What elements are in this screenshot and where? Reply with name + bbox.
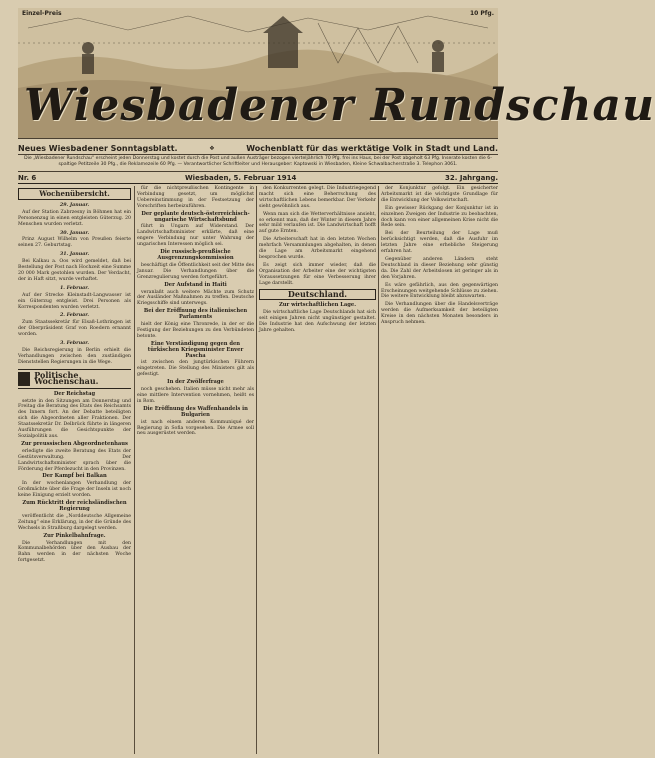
- article-heading: Der Aufstand in Haiti: [164, 281, 227, 288]
- article-text: Gegenüber anderen Ländern steht Deutschland in dieser Beziehung sehr günstig da. Die Zahl der Arbeitslosen ist geringer als in den Vorjahren.: [381, 256, 498, 280]
- column-1: [18, 186, 131, 754]
- article-text: setzte in den Sitzungen am Donnerstag und Freitag die Beratung des Etats des Reichsamts des Innern fort. An der Debatte beteiligten sich die Abgeordneten aller Fraktionen. Der Staatssekretär Dr. Delbrück führte in längeren Ausführungen die Gesichtspunkte der Sozialpolitik aus.: [18, 398, 131, 439]
- article-text: erledigte die zweite Beratung des Etats der Gestütsverwaltung. Der Landwirtschaftsminister sprach über die Förderung der Pferdezucht in den Provinzen.: [18, 448, 131, 472]
- column-4: [381, 186, 498, 754]
- article-text: ist zwischen den jungtürkischen Führern eingetreten. Die Stellung des Ministers gilt als gefestigt.: [137, 360, 254, 378]
- newspaper-title: Wiesbadener Rundschau: [24, 80, 655, 131]
- article-text: veranlaßt auch weitere Mächte zum Schutz der Ausländer Maßnahmen zu treffen. Deutsche Kriegsschiffe sind unterwegs.: [137, 289, 254, 307]
- week-entry: 3. Februar. Die Reichsregierung in Berlin erhielt die Verhandlungen zwischen den zuständigen Dienststellen Regierungen in die Wege.: [18, 340, 131, 365]
- week-entry: 1. Februar. Auf der Strecke Kleinstadt-Langwasser ist ein Güterzug entgleist. Drei Personen als Korrespondenten wurden verletzt.: [18, 284, 131, 310]
- article-text: den Konkurrenten gelegt. Die Industriegegend macht sich eine Beherrschung des wirtschaftlichen Lebens bemerkbar. Der Verkehr sieht gewöhnlich aus.: [259, 186, 376, 209]
- article-heading: Bei der Eröffnung des italienischen Parlaments: [143, 308, 248, 321]
- article-heading: Die Eröffnung des Waffenhandels in Bulgarien: [143, 405, 248, 418]
- subtitle-line: [18, 142, 498, 155]
- article-heading: Zur wirtschaftlichen Lage.: [279, 302, 356, 309]
- article-heading: In der Zwölferfrage: [167, 379, 224, 386]
- article-text: Ein gewisser Rückgang der Konjunktur ist in einzelnen Zweigen der Industrie zu beobachten, doch kann von einer allgemeinen Krise nicht die Rede sein.: [381, 205, 498, 229]
- article-text: Die wirtschaftliche Lage Deutschlands hat sich seit einigen Jahren nicht ungünstiger gestaltet. Die Industrie hat den Aufschwung der letzten Jahre gehalten.: [259, 310, 376, 334]
- article-text: der Konjunktur gefolgt. Ein gesicherter Arbeitsmarkt ist die wichtigste Grundlage für die Entwicklung der Volkswirtschaft.: [381, 186, 498, 203]
- week-entry: 30. Januar. Prinz August Wilhelm von Preußen feierte seinen 27. Geburtstag.: [18, 229, 131, 249]
- column-rule: [256, 186, 257, 754]
- article-text: hielt der König eine Thronrede, in der er die Festigung der Beziehungen zu den Verbündeten betonte.: [137, 322, 254, 339]
- article-text: Bei der Beurteilung der Lage muß berücksichtigt werden, daß die Ausfuhr im letzten Jahre eine erhebliche Steigerung erfahren hat.: [381, 231, 498, 255]
- week-summary-heading: Wochenübersicht.: [18, 188, 131, 200]
- article-text: In der wochenlangen Verhandlung der Großmächte über die Frage der Inseln ist noch keine Einigung erzielt worden.: [18, 481, 131, 499]
- column-rule: [134, 186, 135, 754]
- article-text: veröffentlicht die „Norddeutsche Allgemeine Zeitung“ eine Erklärung, in der die Gründe des Wechsels in Straßburg dargelegt werden.: [18, 513, 131, 531]
- issue-year: 32. Jahrgang.: [445, 173, 498, 182]
- article-heading: Zum Rücktritt der reichsländischen Regierung: [22, 500, 127, 512]
- article-text: führt in Ungarn auf Widerstand. Der Landwirtschaftsminister erklärte, daß eine engere Verbindung nur unter Wahrung der ungarischen Interessen möglich sei.: [137, 224, 254, 248]
- subtitle-left: Neues Wiesbadener Sonntagsblatt.: [18, 143, 178, 153]
- article-text: Es wäre gefährlich, aus den gegenwärtigen Erscheinungen weitgehende Schlüsse zu ziehen. Die weitere Entwicklung bleibt abzuwarten.: [381, 282, 498, 300]
- section-block-icon: [18, 372, 30, 386]
- article-heading: Die russisch-preußische Ausgrenzungskommission: [157, 249, 234, 261]
- week-entry: 29. Januar. Auf der Station Zabrzesny in Böhmen hat ein Personenzug in einen entgleisten Güterzug. 20 Menschen wurden verletzt.: [18, 201, 131, 227]
- article-heading: Der geplante deutsch-österreichisch-ungarische Wirtschaftsbund: [141, 210, 250, 223]
- article-heading: Eine Verständigung gegen den türkischen Kriegsminister Enver Pascha: [147, 340, 244, 359]
- politics-section-heading: Politische Wochenschau.: [18, 369, 131, 389]
- publication-notice: Die „Wiesbadener Rundschau“ erscheint jeden Donnerstag und kostet durch die Post und außen Austräger bezogen vierteljährlich 70 Pfg. frei ins Haus, bei der Post abgeholt 63 Pfg. Inserate kosten die 6-spaltige Petitzeile 30 Pfg., die Reklamezeile 60 Pfg. — Verantwortlicher Schriftleiter und Herausgeber: Kaptowski in Wiesbaden, Kleine Schwalbacherstraße 3. Telephon 3061.: [18, 156, 498, 172]
- masthead-price-label: Einzel-Preis: [22, 10, 62, 17]
- article-text: noch geschehen. Italien müsse nicht mehr als eine mittlere Intervention vornehmen, heißt es in Rom.: [137, 387, 254, 404]
- issue-date: Wiesbaden, 5. Februar 1914: [184, 173, 297, 182]
- article-heading: Zur preussischen Abgeordnetenhaus: [21, 440, 128, 447]
- subtitle-right: Wochenblatt für das werktätige Volk in Stadt und Land.: [246, 143, 498, 153]
- column-3: [259, 186, 376, 754]
- article-heading: Der Kampf bei Balkan: [42, 473, 107, 480]
- article-text: für die nichtpreußischen Kontingente in Verbindung gesetzt, um möglichst Uebereinstimmung in der Festsetzung der Vorschriften herbeizuführen.: [137, 186, 254, 209]
- dateline: [18, 172, 498, 184]
- article-heading: Der Reichstag: [53, 390, 96, 397]
- column-2: [137, 186, 254, 754]
- masthead: [18, 8, 655, 139]
- ornament: ❖: [209, 144, 215, 152]
- article-text: Die Verhandlungen über die Handelsverträge werden die Aufmerksamkeit der beteiligten Kreise in den nächsten Monaten besonders in Anspruch nehmen.: [381, 302, 498, 326]
- week-entry: 2. Februar. Zum Staatssekretär für Elsaß-Lothringen ist der Oberpräsident Graf von Roedern ernannt worden.: [18, 312, 131, 338]
- masthead-price: 10 Pfg.: [469, 10, 494, 17]
- article-text: Wenn man sich die Wetterverhältnisse ansieht, so erkennt man, daß der Winter in diesem Jahre sehr mild verlaufen ist. Die Landwirtschaft hofft auf gute Ernten.: [259, 211, 376, 235]
- article-text: beschäftigt die Öffentlichkeit seit der Mitte des Januar. Die Verhandlungen über die Grenzregulierung werden fortgeführt.: [137, 262, 254, 280]
- article-heading: Zur Pinkelbahnfrage.: [43, 532, 106, 539]
- article-text: ist nach einem anderen Kommuniqué der Regierung in Sofia vorgesehen. Die Armee soll neu ausgerüstet werden.: [137, 419, 254, 437]
- week-entry: 31. Januar. Bei Kalkau a. Oos wird gemeldet, daß bei Bestellung der Post nach Hochzeit eine Summe 20 000 Mark gestohlen wurden. Der Verdacht, der in Haft sitzt, wurde verhaftet.: [18, 251, 131, 282]
- article-text: Die Verhandlungen mit den Kommunalbehörden über den Ausbau der Bahn werden in der nächsten Woche fortgesetzt.: [18, 540, 131, 564]
- article-text: Die Arbeiterschaft hat in den letzten Wochen mehrfach Versammlungen abgehalten, in denen die Lage am Arbeitsmarkt eingehend besprochen wurde.: [259, 237, 376, 260]
- article-text: Es zeigt sich immer wieder, daß die Organisation der Arbeiter eine der wichtigsten Voraussetzungen für eine Verbesserung ihrer Lage darstellt.: [259, 262, 376, 286]
- column-rule: [378, 186, 379, 754]
- germany-section-heading: Deutschland.: [259, 289, 376, 301]
- issue-number: Nr. 6: [18, 173, 37, 182]
